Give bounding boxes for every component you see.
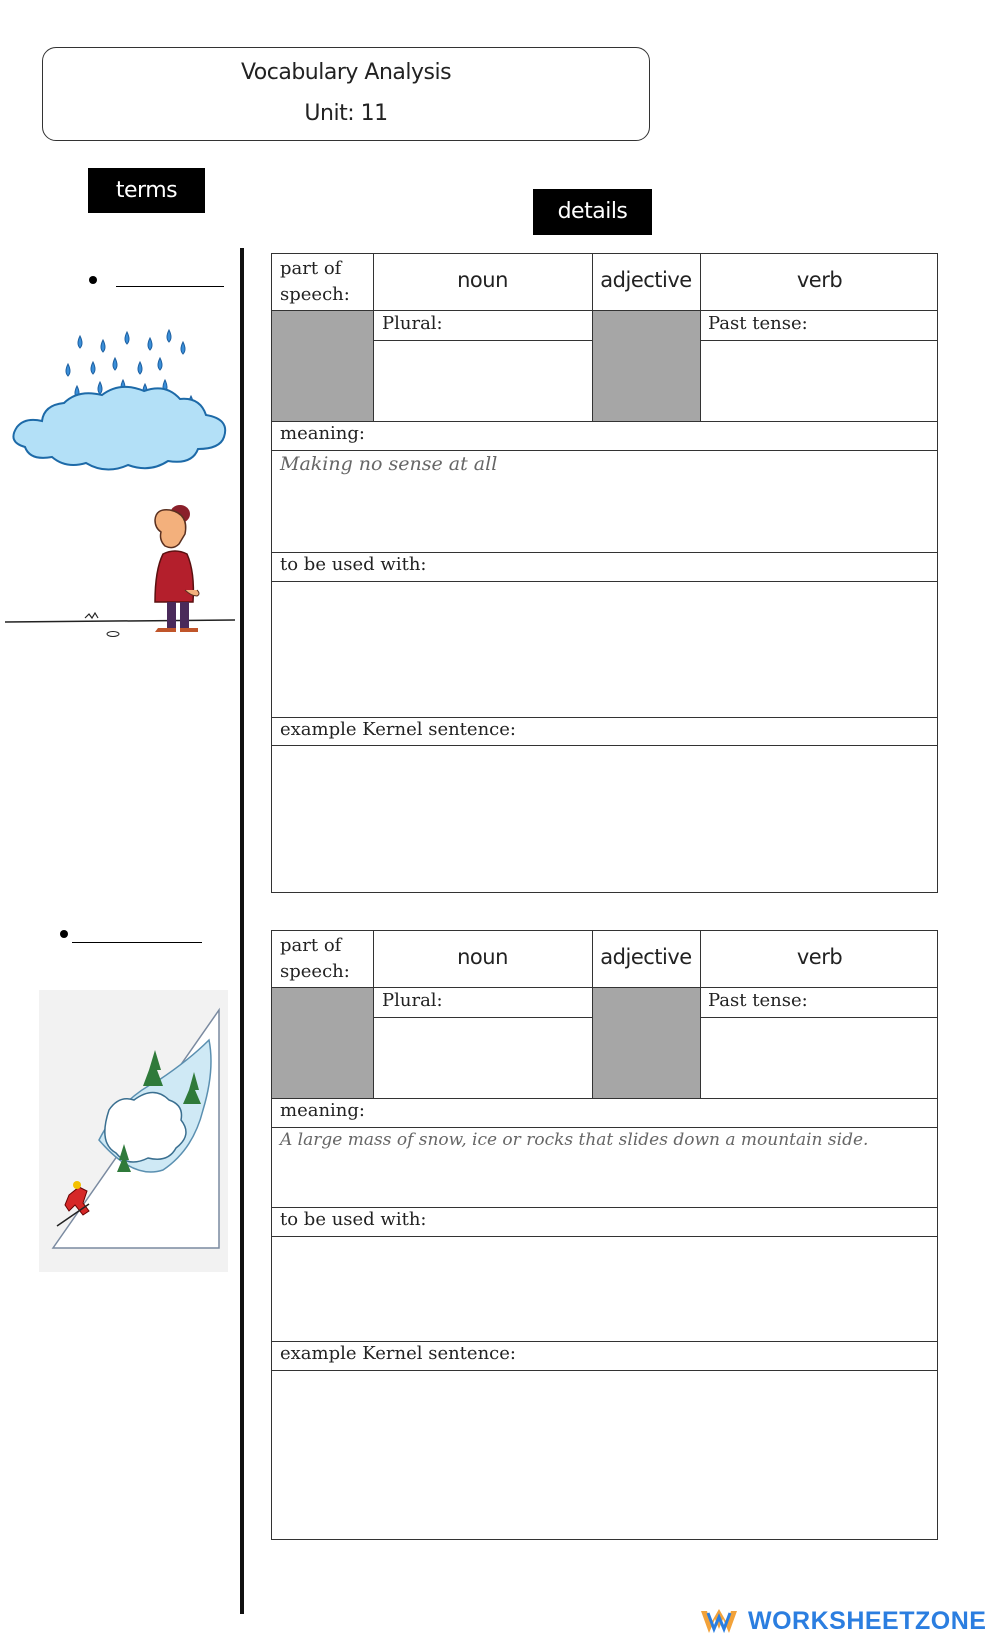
details-table bbox=[271, 253, 938, 893]
brand-name: WORKSHEETZONE bbox=[748, 1607, 987, 1635]
meaning-label: meaning: bbox=[280, 423, 365, 444]
unit-label: Unit: 11 bbox=[304, 101, 388, 126]
past-tense-answer-field[interactable] bbox=[700, 1017, 939, 1098]
plural-label: Plural: bbox=[382, 313, 443, 334]
term-bullet bbox=[60, 930, 68, 938]
gray-cell bbox=[272, 987, 373, 1098]
example-sentence-answer-field[interactable] bbox=[272, 1370, 939, 1539]
noun-option[interactable]: noun bbox=[457, 945, 508, 969]
noun-option[interactable]: noun bbox=[457, 268, 508, 292]
title-box bbox=[42, 47, 650, 141]
details-table bbox=[271, 930, 938, 1540]
part-of-speech-label: part of speech: bbox=[280, 258, 350, 305]
used-with-answer-field[interactable] bbox=[272, 1236, 939, 1341]
term-bullet bbox=[89, 276, 97, 284]
avalanche-skier-illustration bbox=[39, 990, 228, 1272]
gray-cell bbox=[593, 987, 700, 1098]
terms-label: terms bbox=[88, 168, 205, 213]
used-with-label: to be used with: bbox=[280, 1209, 427, 1230]
example-sentence-answer-field[interactable] bbox=[272, 745, 939, 892]
details-label: details bbox=[533, 189, 652, 235]
term-blank-line[interactable] bbox=[116, 286, 224, 287]
part-of-speech-label: part of speech: bbox=[280, 935, 350, 982]
verb-option[interactable]: verb bbox=[796, 945, 843, 969]
verb-option[interactable]: verb bbox=[796, 268, 843, 292]
past-tense-label: Past tense: bbox=[708, 990, 808, 1011]
rain-cloud-person-illustration bbox=[5, 322, 240, 652]
gray-cell bbox=[593, 310, 700, 421]
meaning-text[interactable]: Making no sense at all bbox=[280, 453, 498, 475]
adjective-option[interactable]: adjective bbox=[600, 945, 692, 969]
plural-label: Plural: bbox=[382, 990, 443, 1011]
column-divider bbox=[240, 248, 244, 1614]
meaning-text[interactable]: A large mass of snow, ice or rocks that slides down a mountain side. bbox=[280, 1130, 869, 1150]
used-with-answer-field[interactable] bbox=[272, 581, 939, 717]
plural-answer-field[interactable] bbox=[373, 1017, 592, 1098]
meaning-label: meaning: bbox=[280, 1100, 365, 1121]
used-with-label: to be used with: bbox=[280, 554, 427, 575]
gray-cell bbox=[272, 310, 373, 421]
term-blank-line[interactable] bbox=[72, 942, 202, 943]
past-tense-label: Past tense: bbox=[708, 313, 808, 334]
adjective-option[interactable]: adjective bbox=[600, 268, 692, 292]
worksheetzone-w-logo-icon bbox=[700, 1605, 738, 1637]
worksheet-title: Vocabulary Analysis bbox=[240, 60, 452, 85]
plural-answer-field[interactable] bbox=[373, 340, 592, 421]
past-tense-answer-field[interactable] bbox=[700, 340, 939, 421]
example-sentence-label: example Kernel sentence: bbox=[280, 719, 516, 740]
example-sentence-label: example Kernel sentence: bbox=[280, 1343, 516, 1364]
